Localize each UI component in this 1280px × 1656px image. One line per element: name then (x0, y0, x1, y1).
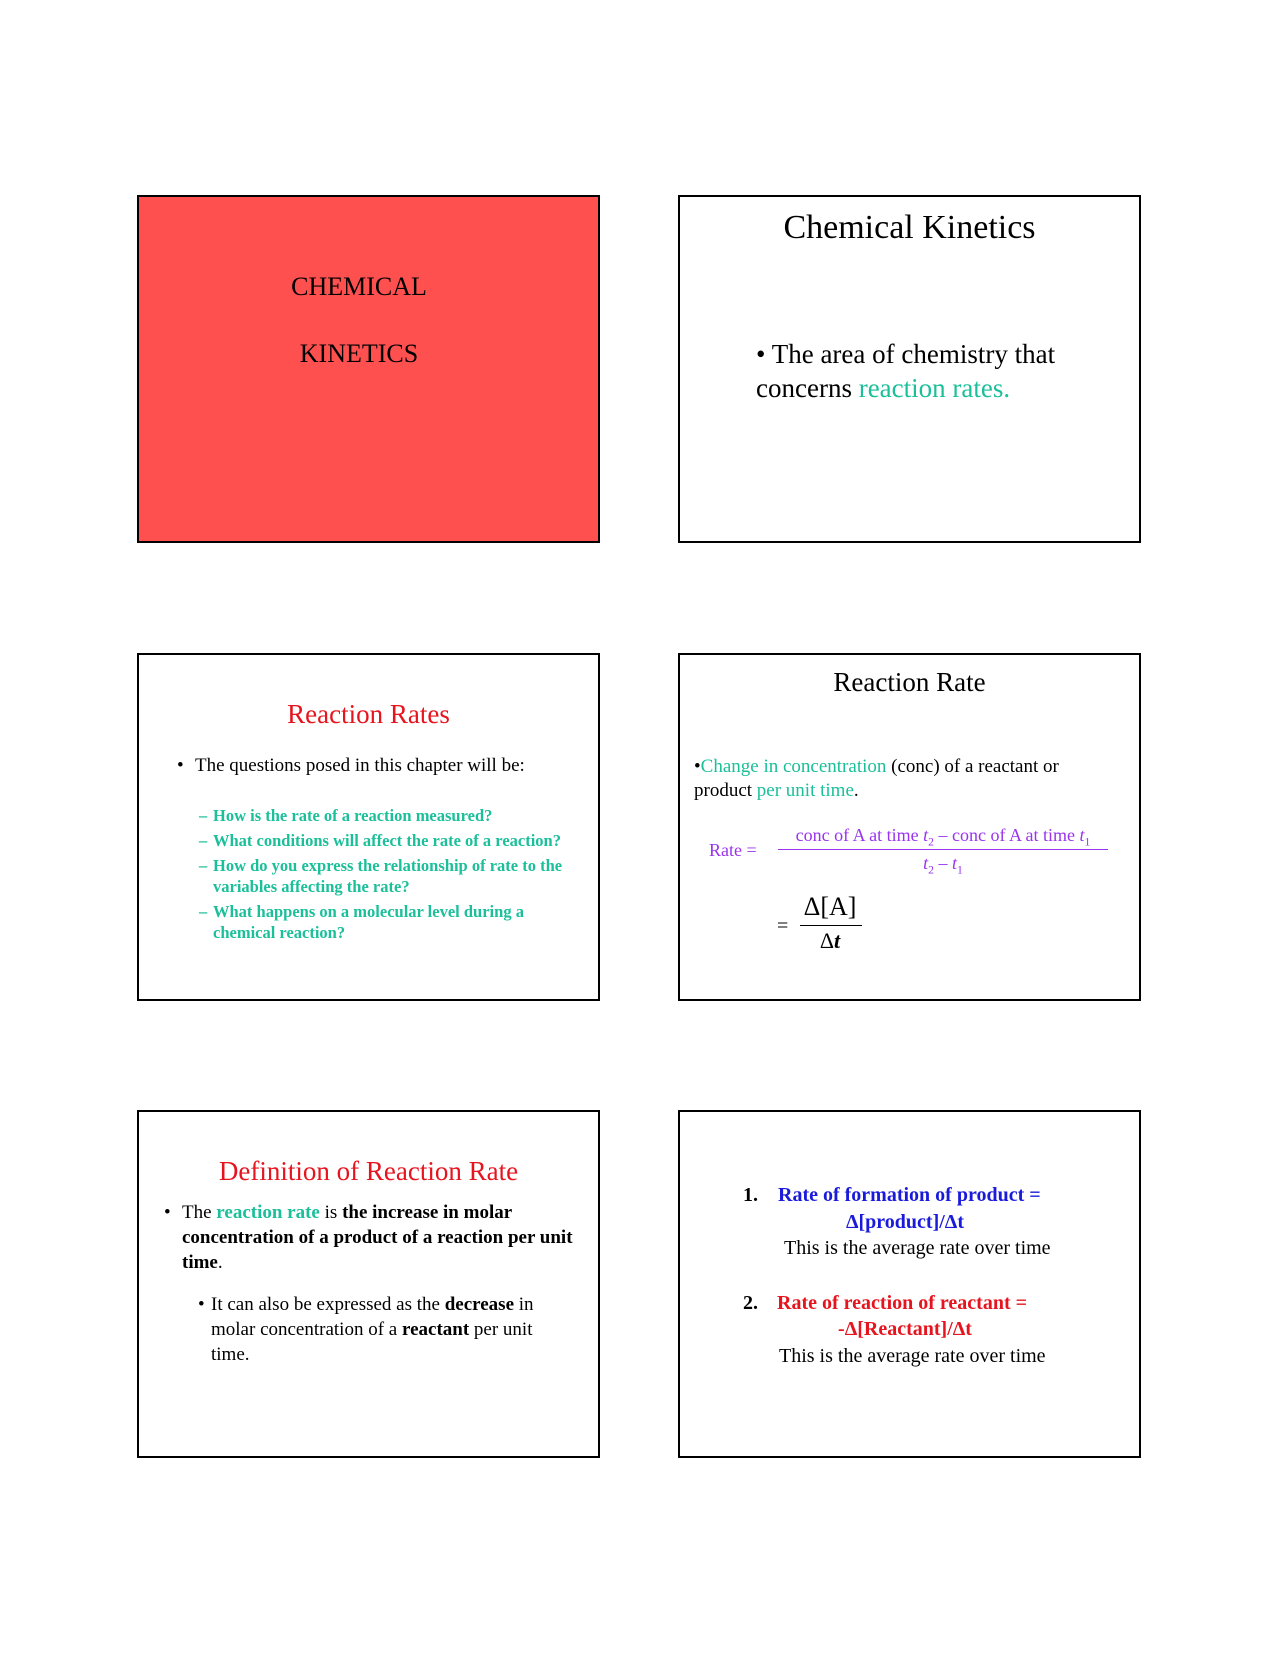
highlight-per-unit-time: per unit time (756, 780, 854, 801)
bullet-dot-icon: • (164, 1202, 171, 1223)
title-line-2: KINETICS (299, 339, 419, 368)
highlight-reaction-rates: reaction rates (858, 373, 1004, 403)
slide-1-title (137, 195, 600, 543)
item-1-heading: Rate of formation of product = (778, 1184, 1041, 1206)
dash-icon: – (199, 856, 208, 875)
item-1-formula: Δ[product]/Δt (845, 1211, 965, 1233)
list-item: – What happens on a molecular level during a chemical reaction? (199, 902, 524, 942)
slide-title: Chemical Kinetics (783, 209, 1036, 246)
item-number-2: 2. (743, 1292, 758, 1314)
delta-a-numerator: Δ[A] (803, 892, 857, 921)
slide-title: Reaction Rate (833, 667, 986, 697)
item-2-heading: Rate of reaction of reactant = (777, 1292, 1028, 1314)
bullet-dot-icon: • (694, 756, 701, 777)
slide-6-rate-formulas (678, 1110, 1141, 1458)
list-item: – How do you express the relationship of rate to the variables affecting the rate? (199, 856, 563, 896)
slide-title: Reaction Rates (287, 699, 450, 729)
bullet-text: The questions posed in this chapter will be: (195, 755, 525, 776)
equals-sign: = (777, 915, 789, 937)
fraction-bar (778, 849, 1108, 850)
highlight-change-in-concentration: Change in concentration (700, 756, 887, 777)
list-item: – How is the rate of a reaction measured? (199, 806, 493, 825)
item-2-formula: -Δ[Reactant]/Δt (838, 1318, 972, 1340)
formula-numerator: conc of A at time $t_2$ – conc of A at time $t_1$ (795, 825, 1091, 849)
dash-icon: – (199, 831, 208, 850)
bullet-2-text: It can also be expressed as the decrease in molar concentration of a reactant per unit time. (211, 1294, 534, 1365)
bullet-prefix: • The area of chemistry that concerns (756, 339, 1056, 403)
definition-text: •Change in concentration (conc) of a reactant or product per unit time. (694, 756, 1059, 801)
slide-3-reaction-rates (137, 653, 600, 1001)
list-item: – What conditions will affect the rate of a reaction? (199, 831, 561, 850)
slide-2-chemical-kinetics (678, 195, 1141, 543)
item-1-note: This is the average rate over time (784, 1237, 1051, 1259)
rate-label: Rate = (709, 840, 757, 860)
item-2-note: This is the average rate over time (779, 1345, 1046, 1367)
bullet-dot-icon: • (177, 755, 184, 776)
title-line-1: CHEMICAL (291, 272, 427, 301)
formula-denominator: $t_2 - t_1$ (923, 853, 963, 877)
bullet-suffix: . (1003, 373, 1011, 403)
bullet-1-text: The reaction rate is the increase in molar concentration of a product of a reaction per unit time. (182, 1202, 573, 1273)
bullet-text (756, 337, 1116, 405)
fraction-bar-2 (800, 925, 862, 926)
slide-4-reaction-rate (678, 653, 1141, 1001)
slide-title: Definition of Reaction Rate (218, 1156, 519, 1186)
bullet-dot-icon: • (198, 1294, 205, 1315)
item-number-1: 1. (743, 1184, 758, 1206)
slide-5-definition (137, 1110, 600, 1458)
sub-list (199, 805, 569, 947)
dash-icon: – (199, 902, 208, 921)
delta-t-denominator: Δt (819, 928, 841, 953)
dash-icon: – (199, 806, 208, 825)
